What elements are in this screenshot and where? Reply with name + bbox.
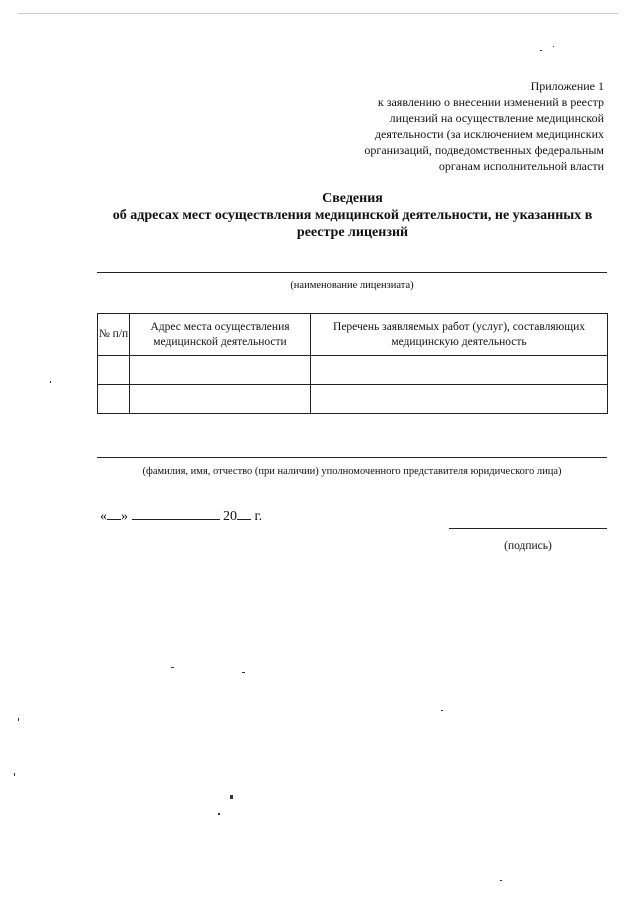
day-blank bbox=[107, 507, 121, 520]
appendix-line: к заявлению о внесении изменений в реестр bbox=[377, 95, 604, 109]
scan-speck bbox=[540, 50, 542, 51]
table-cell bbox=[98, 385, 130, 414]
scan-speck bbox=[230, 795, 233, 799]
year-prefix: 20 bbox=[223, 509, 237, 524]
signature-line bbox=[449, 528, 607, 529]
year-suffix: г. bbox=[254, 509, 263, 524]
representative-name-line bbox=[97, 457, 607, 458]
header-number: № п/п bbox=[98, 314, 130, 356]
table-cell bbox=[311, 385, 608, 414]
top-border-line bbox=[18, 13, 618, 14]
table-header-row bbox=[98, 314, 608, 356]
licensee-name-line bbox=[97, 272, 607, 273]
header-address: Адрес места осуществления медицинской деятельности bbox=[130, 314, 311, 356]
table-cell bbox=[311, 356, 608, 385]
scan-speck bbox=[50, 381, 51, 383]
appendix-line: Приложение 1 bbox=[530, 79, 604, 93]
scan-speck bbox=[500, 880, 502, 881]
appendix-header bbox=[284, 78, 604, 174]
addresses-table bbox=[97, 313, 608, 414]
scan-speck bbox=[441, 710, 443, 711]
scan-speck bbox=[18, 718, 19, 721]
table-cell bbox=[98, 356, 130, 385]
scan-speck bbox=[171, 667, 174, 668]
header-services: Перечень заявляемых работ (услуг), составляющих медицинскую деятельность bbox=[311, 314, 608, 356]
date-close-quote: » bbox=[121, 509, 128, 524]
representative-caption: (фамилия, имя, отчество (при наличии) уполномоченного представителя юридического лица) bbox=[142, 466, 562, 477]
appendix-line: деятельности (за исключением медицинских bbox=[374, 127, 604, 141]
table-cell bbox=[130, 385, 311, 414]
document-title bbox=[90, 190, 615, 241]
table-row bbox=[98, 356, 608, 385]
table-cell bbox=[130, 356, 311, 385]
date-field bbox=[100, 507, 262, 525]
title-line: реестре лицензий bbox=[296, 225, 409, 240]
signature-caption: (подпись) bbox=[504, 540, 552, 552]
year-blank bbox=[237, 507, 251, 520]
table-row bbox=[98, 385, 608, 414]
scan-speck bbox=[14, 773, 15, 776]
title-line: Сведения bbox=[322, 191, 383, 206]
month-blank bbox=[132, 507, 220, 520]
scan-speck bbox=[242, 672, 245, 673]
date-open-quote: « bbox=[100, 509, 107, 524]
appendix-line: организаций, подведомственных федеральным bbox=[364, 143, 604, 157]
licensee-caption: (наименование лицензиата) bbox=[290, 280, 414, 291]
scan-speck bbox=[218, 813, 220, 815]
scan-speck bbox=[553, 46, 554, 47]
appendix-line: лицензий на осуществление медицинской bbox=[389, 111, 604, 125]
appendix-line: органам исполнительной власти bbox=[438, 159, 604, 173]
title-line: об адресах мест осуществления медицинской деятельности, не указанных в bbox=[112, 208, 593, 223]
